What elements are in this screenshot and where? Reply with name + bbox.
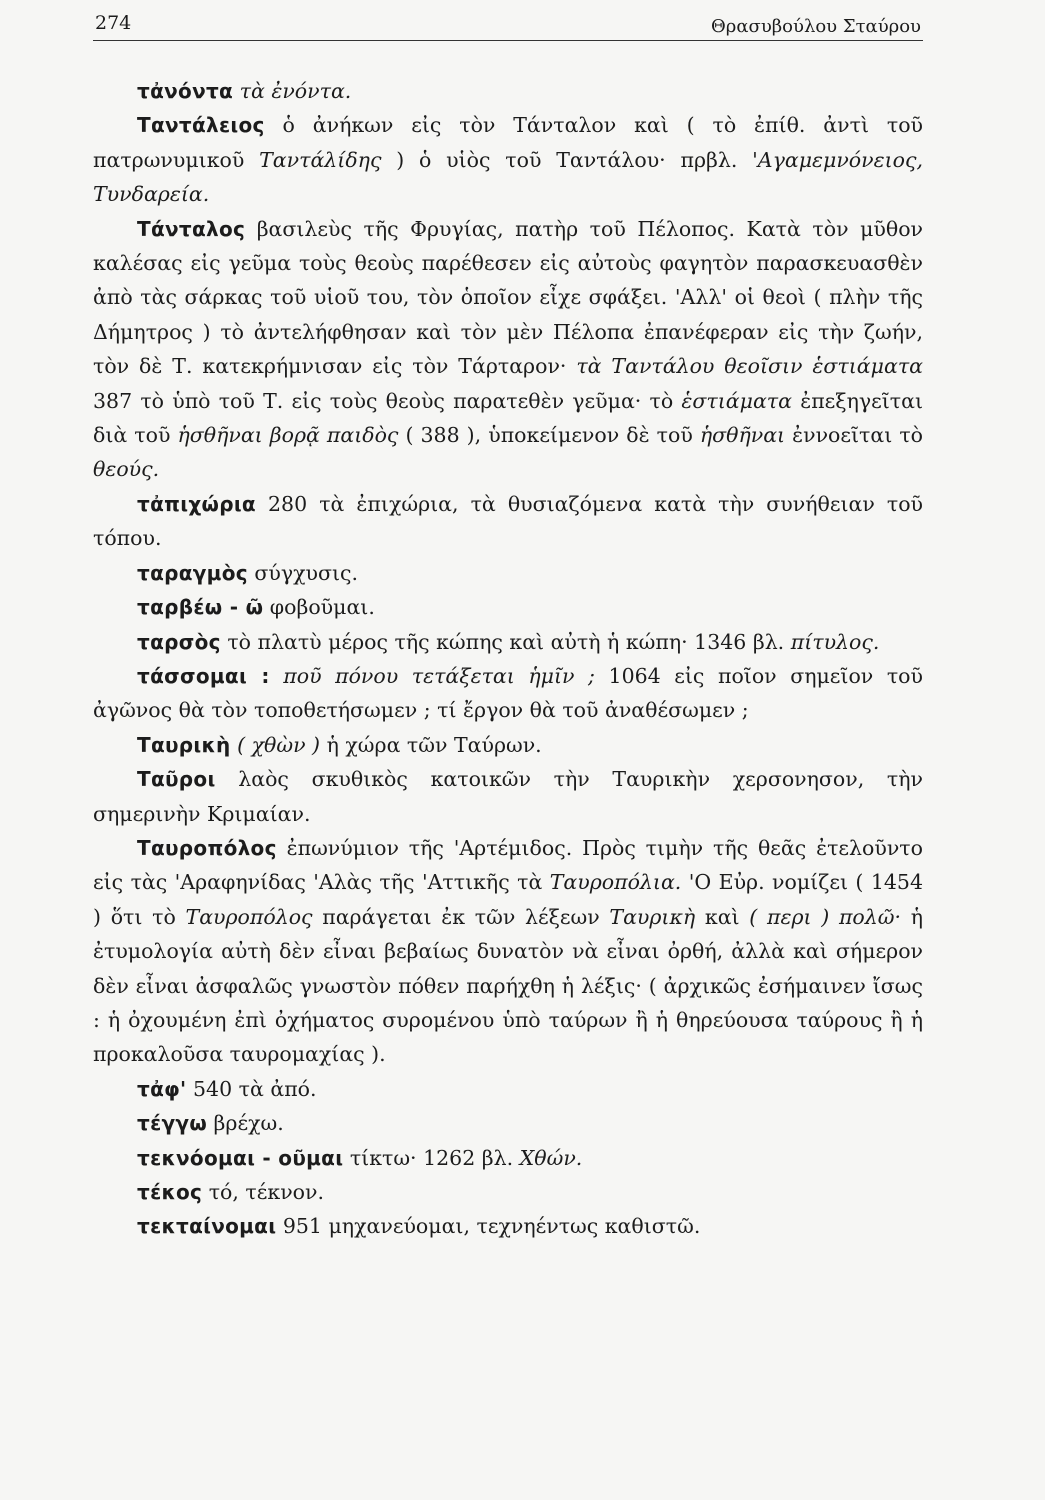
entry-text: τίκτω· 1262 βλ. [343, 1145, 520, 1170]
entry-headword: τἀνόντα [137, 79, 234, 103]
glossary-entry [93, 487, 923, 556]
entry-headword: Ταυροπόλος [137, 835, 277, 860]
entry-headword: τέγγω [137, 1111, 208, 1136]
entry-italic-text: ἡσθῆναι βορᾷ παιδὸς [177, 423, 399, 448]
entry-text: σύγχυσις. [247, 560, 359, 585]
entry-headword: Ταντάλειος [137, 113, 265, 138]
glossary-entries [93, 74, 923, 1244]
glossary-entry [93, 108, 923, 211]
glossary-entry [93, 1072, 923, 1106]
entry-italic-text: Ταντάλίδης [259, 147, 382, 172]
entry-text: ἐννοεῖται τὸ [785, 423, 923, 448]
entry-text: 951 μηχανεύομαι, τεχνηέντως καθιστῶ. [276, 1214, 701, 1239]
entry-text: τό, τέκνον. [202, 1180, 324, 1204]
entry-italic-text: ἡσθῆναι [699, 423, 786, 448]
entry-headword: τεκταίνομαι [137, 1214, 277, 1239]
entry-text: 'Ο Εὐρ. νομίζει ( 1454 ) ὅτι τὸ [93, 870, 924, 929]
glossary-entry [93, 659, 923, 728]
entry-italic-text: θεούς. [93, 457, 160, 482]
entry-headword: τἀφ' [137, 1076, 187, 1101]
entry-text: βασιλεὺς τῆς Φρυγίας, πατὴρ τοῦ Πέλοπος. Κατὰ τὸν μῦθον καλέσας εἰς γεῦμα τοὺς θεοὺς παρέθεσεν εἰς αὐτοὺς φαγητὸν παρασκευασθὲν ἀπὸ τὰς σάρκας τοῦ υἱοῦ του, τὸν ὁποῖον εἶχε σφάξει. 'Αλλ' οἱ θεοὶ ( πλὴν τῆς Δήμητρος ) τὸ ἀντελήφθησαν καὶ τὸν μὲν Πέλοπα ἐπανέφεραν εἰς τὴν ζωήν, τὸν δὲ Τ. κατεκρήμνισαν εἰς τὸν Τάρταρον· [93, 216, 923, 379]
glossary-entry [93, 590, 923, 624]
glossary-entry [93, 831, 923, 1072]
entry-italic-text: ( χθὼν ) [237, 732, 321, 757]
entry-text: 280 τὰ ἐπιχώρια, τὰ θυσιαζόμενα κατὰ τὴν συνήθειαν τοῦ τόπου. [93, 491, 923, 551]
entry-headword: Ταυρικὴ [137, 732, 231, 757]
entry-text: ( 388 ), ὑποκείμενον δὲ τοῦ [398, 423, 700, 448]
entry-text: ἐπεξηγεῖται διὰ τοῦ [93, 388, 923, 448]
glossary-entry [93, 556, 923, 590]
entry-italic-text: ( περι ) πολῶ· [749, 904, 902, 929]
entry-italic-text: τὰ Ταντάλου θεοῖσιν ἑστιάματα [576, 354, 923, 379]
entry-text: ἡ ἐτυμολογία αὐτὴ δὲν εἶναι βεβαίως δυνατὸν νὰ εἶναι ὀρθή, ἀλλὰ καὶ σήμερον δὲν εἶναι ἀσφαλῶς γνωστὸν πόθεν παρήχθη ἡ λέξις· ( ἀρχικῶς ἐσήμαινεν ἴσως : ἡ ὀχουμένη ἐπὶ ὀχήματος συρομένου ὑπὸ ταύρων ἢ ἡ θηρεύουσα ταύρους ἢ ἡ προκαλοῦσα ταυρομαχίας ). [93, 904, 923, 1067]
entry-italic-text: Ταυροπόλος [185, 904, 313, 929]
entry-text: φοβοῦμαι. [263, 595, 375, 620]
entry-headword: ταρβέω - ῶ [137, 595, 264, 620]
entry-headword: ταραγμὸς [137, 560, 248, 585]
entry-italic-text: 'Αγαμεμνόνειος, Τυνδαρεία. [93, 147, 923, 207]
glossary-entry [93, 1209, 923, 1243]
page-number: 274 [95, 12, 132, 34]
glossary-entry [93, 728, 923, 762]
entry-text [270, 664, 284, 688]
entry-text: ὁ ἀνήκων εἰς τὸν Τάνταλον καὶ ( τὸ ἐπίθ. ἀντὶ τοῦ πατρωνυμικοῦ [93, 113, 923, 172]
entry-text: 387 τὸ ὑπὸ τοῦ Τ. εἰς τοὺς θεοὺς παρατεθὲν γεῦμα· τὸ [93, 388, 682, 413]
entry-italic-text: πίτυλος. [790, 629, 880, 654]
entry-italic-text: Χθών. [519, 1145, 583, 1170]
entry-italic-text: ποῦ πόνου τετάξεται ἡμῖν ; [283, 663, 595, 688]
entry-headword: τεκνόομαι - οῦμαι [137, 1145, 344, 1170]
entry-text: 1064 εἰς ποῖον σημεῖον τοῦ ἀγῶνος θὰ τὸν τοποθετήσωμεν ; τί ἔργον θὰ τοῦ ἀναθέσωμεν ; [93, 663, 923, 723]
entry-italic-text: τὰ ἐνόντα. [239, 79, 352, 103]
entry-text: ἡ χώρα τῶν Ταύρων. [320, 732, 542, 757]
entry-headword: τἀπιχώρια [137, 491, 256, 516]
glossary-entry [93, 1106, 923, 1140]
entry-headword: Τάνταλος [137, 216, 246, 241]
entry-headword: ταρσὸς [137, 629, 221, 654]
glossary-entry [93, 74, 923, 108]
entry-italic-text: ἑστιάματα [681, 388, 792, 413]
entry-headword: Ταῦροι [137, 767, 216, 792]
entry-headword: τέκος [137, 1180, 203, 1204]
glossary-entry [93, 625, 923, 659]
entry-text: βρέχω. [207, 1111, 284, 1136]
entry-headword: τάσσομαι : [137, 663, 270, 688]
entry-italic-text: Ταυρικὴ [609, 904, 696, 929]
entry-text: ) ὁ υἱὸς τοῦ Ταντάλου· πρβλ. [381, 147, 753, 172]
glossary-entry [93, 1175, 923, 1209]
header-title: Θρασυβούλου Σταύρου [711, 16, 921, 37]
entry-text: λαὸς σκυθικὸς κατοικῶν τὴν Ταυρικὴν χερσονησον, τὴν σημερινὴν Κριμαίαν. [93, 767, 923, 826]
entry-text: παράγεται ἐκ τῶν λέξεων [312, 904, 610, 929]
glossary-entry [93, 1141, 923, 1175]
glossary-entry [93, 212, 923, 487]
entry-text: ἐπωνύμιον τῆς 'Αρτέμιδος. Πρὸς τιμὴν τῆς θεᾶς ἐτελοῦντο εἰς τὰς 'Αραφηνίδας 'Αλὰς τῆς 'Αττικῆς τὰ [93, 835, 923, 895]
glossary-entry [93, 762, 923, 831]
entry-text: καὶ [695, 904, 750, 929]
running-head [93, 6, 923, 41]
entry-text: 540 τὰ ἀπό. [186, 1076, 317, 1101]
entry-italic-text: Ταυροπόλια. [549, 870, 682, 895]
entry-text: τὸ πλατὺ μέρος τῆς κώπης καὶ αὐτὴ ἡ κώπη· 1346 βλ. [220, 629, 791, 654]
